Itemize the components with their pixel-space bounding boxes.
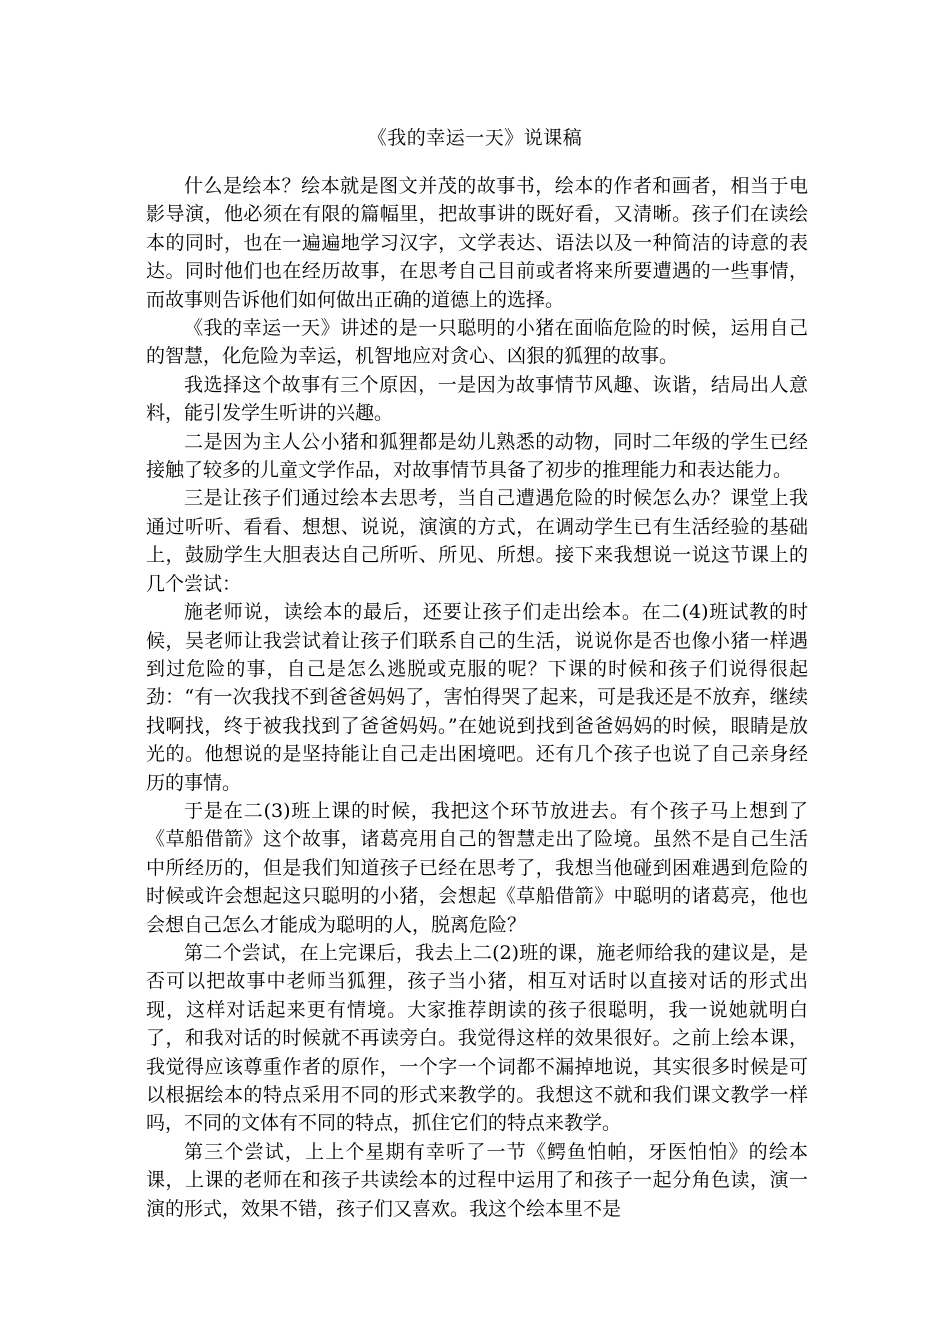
document-body (146, 172, 808, 1223)
paragraph: 第二个尝试，在上完课后，我去上二(2)班的课，施老师给我的建议是，是否可以把故事中老师当狐狸，孩子当小猪，相互对话时以直接对话的形式出现，这样对话起来更有情境。大家推荐朗读的孩子很聪明，我一说她就明白了，和我对话的时候就不再读旁白。我觉得这样的效果很好。之前上绘本课，我觉得应该尊重作者的原作，一个字一个词都不漏掉地说，其实很多时候是可以根据绘本的特点采用不同的形式来教学的。我想这不就和我们课文教学一样吗，不同的文体有不同的特点，抓住它们的特点来教学。 (146, 941, 808, 1135)
paragraph: 于是在二(3)班上课的时候，我把这个环节放进去。有个孩子马上想到了《草船借箭》这个故事，诸葛亮用自己的智慧走出了险境。虽然不是自己生活中所经历的，但是我们知道孩子已经在思考了，我想当他碰到困难遇到危险的时候或许会想起这只聪明的小猪，会想起《草船借箭》中聪明的诸葛亮，他也会想自己怎么才能成为聪明的人，脱离危险？ (146, 799, 808, 936)
paragraph: 《我的幸运一天》讲述的是一只聪明的小猪在面临危险的时候，运用自己的智慧，化危险为幸运，机智地应对贪心、凶狠的狐狸的故事。 (146, 317, 808, 368)
paragraph: 第三个尝试，上上个星期有幸听了一节《鳄鱼怕帕，牙医怕怕》的绘本课，上课的老师在和孩子共读绘本的过程中运用了和孩子一起分角色读，演一演的形式，效果不错，孩子们又喜欢。我这个绘本里不是 (146, 1140, 808, 1220)
paragraph: 我选择这个故事有三个原因，一是因为故事情节风趣、诙谐，结局出人意料，能引发学生听讲的兴趣。 (146, 373, 808, 425)
paragraph: 三是让孩子们通过绘本去思考，当自己遭遇危险的时候怎么办？课堂上我通过听听、看看、想想、说说，演演的方式，在调动学生已有生活经验的基础上，鼓励学生大胆表达自己所听、所见、所想。接下来我想说一说这节课上的几个尝试： (146, 487, 808, 595)
paragraph: 二是因为主人公小猪和狐狸都是幼儿熟悉的动物，同时二年级的学生已经接触了较多的儿童文学作品，对故事情节具备了初步的推理能力和表达能力。 (146, 430, 808, 482)
document-title: 《我的幸运一天》说课稿 (367, 127, 583, 149)
paragraph: 什么是绘本？绘本就是图文并茂的故事书，绘本的作者和画者，相当于电影导演，他必须在有限的篇幅里，把故事讲的既好看，又清晰。孩子们在读绘本的同时，也在一遍遍地学习汉字，文学表达、语法以及一种简洁的诗意的表达。同时他们也在经历故事，在思考自己目前或者将来所要遭遇的一些事情，而故事则告诉他们如何做出正确的道德上的选择。 (146, 175, 808, 311)
paragraph: 施老师说，读绘本的最后，还要让孩子们走出绘本。在二(4)班试教的时候，吴老师让我尝试着让孩子们联系自己的生活，说说你是否也像小猪一样遇到过危险的事，自己是怎么逃脱或克服的呢？下课的时候和孩子们说得很起劲：“有一次我找不到爸爸妈妈了，害怕得哭了起来，可是我还是不放弃，继续找啊找，终于被我找到了爸爸妈妈。”在她说到找到爸爸妈妈的时候，眼睛是放光的。他想说的是坚持能让自己走出困境吧。还有几个孩子也说了自己亲身经历的事情。 (146, 601, 808, 794)
